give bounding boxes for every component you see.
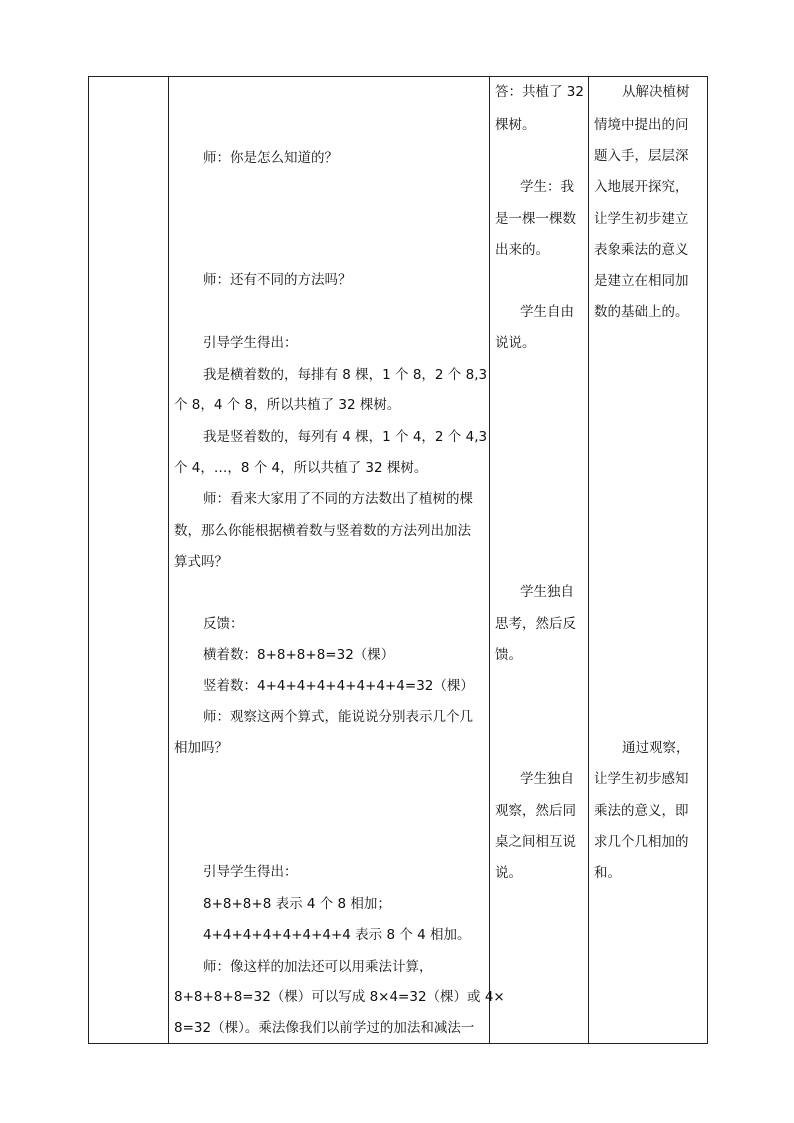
intent-line: 求几个几相加的 <box>594 834 689 850</box>
student-line: 桌之间相互说 <box>495 834 576 850</box>
table-row <box>89 77 708 1044</box>
student-line: 思考，然后反 <box>495 616 576 632</box>
teacher-line: 师：你是怎么知道的？ <box>203 150 338 166</box>
intent-line: 入地展开探究， <box>594 179 689 195</box>
intent-line: 题入手，层层深 <box>594 148 689 164</box>
student-line: 是一棵一棵数 <box>495 211 576 227</box>
teacher-line: 4+4+4+4+4+4+4+4 表示 8 个 4 相加。 <box>203 927 471 943</box>
stage-column-cell <box>89 77 169 1044</box>
student-line: 说说。 <box>495 335 536 351</box>
intent-line: 乘法的意义，即 <box>594 803 689 819</box>
teacher-line: 竖着数：4+4+4+4+4+4+4+4=32（棵） <box>203 678 474 694</box>
student-line: 说。 <box>495 865 522 881</box>
student-line: 学生：我 <box>520 179 574 195</box>
teacher-activity-cell <box>169 77 505 1044</box>
teacher-line: 横着数：8+8+8+8=32（棵） <box>203 647 395 663</box>
teacher-line: 我是竖着数的，每列有 4 棵，1 个 4，2 个 4,3 <box>203 429 488 445</box>
teacher-line: 师：还有不同的方法吗？ <box>203 272 352 288</box>
intent-line: 情境中提出的问 <box>594 117 689 133</box>
design-intent-cell <box>589 77 708 1044</box>
intent-line: 从解决植树 <box>622 84 690 100</box>
teacher-line: 个 4，…，8 个 4，所以共植了 32 棵树。 <box>174 460 428 476</box>
teacher-line: 算式吗？ <box>174 554 228 570</box>
student-line: 学生自由 <box>520 304 574 320</box>
student-activity-cell <box>490 77 589 1044</box>
teacher-line: 我是横着数的，每排有 8 棵，1 个 8，2 个 8,3 <box>203 367 488 383</box>
teacher-line: 个 8，4 个 8，所以共植了 32 棵树。 <box>174 397 401 413</box>
intent-line: 是建立在相同加 <box>594 273 689 289</box>
teacher-line: 8+8+8+8=32（棵）可以写成 8×4=32（棵）或 4× <box>174 989 505 1005</box>
teacher-line: 相加吗？ <box>174 740 228 756</box>
teacher-line: 师：像这样的加法还可以用乘法计算， <box>203 959 433 975</box>
intent-line: 和。 <box>594 865 621 881</box>
student-line: 馈。 <box>495 647 522 663</box>
intent-line: 让学生初步感知 <box>594 771 689 787</box>
teacher-line: 数，那么你能根据横着数与竖着数的方法列出加法 <box>174 523 471 539</box>
student-line: 出来的。 <box>495 242 549 258</box>
teacher-line: 师：观察这两个算式，能说说分别表示几个几 <box>203 709 473 725</box>
teacher-line: 引导学生得出： <box>203 864 298 880</box>
student-line: 学生独自 <box>520 771 574 787</box>
intent-line: 通过观察， <box>622 740 690 756</box>
student-line: 学生独自 <box>520 584 574 600</box>
teacher-line: 反馈： <box>203 616 244 632</box>
student-line: 答：共植了 32 <box>495 84 584 100</box>
intent-line: 让学生初步建立 <box>594 211 689 227</box>
student-line: 棵树。 <box>495 117 536 133</box>
teacher-line: 8=32（棵）。乘法像我们以前学过的加法和减法一 <box>174 1020 475 1036</box>
teacher-line: 师：看来大家用了不同的方法数出了植树的棵 <box>203 491 473 507</box>
lesson-plan-table <box>88 76 708 1044</box>
intent-line: 数的基础上的。 <box>594 304 689 320</box>
teacher-line: 引导学生得出： <box>203 335 298 351</box>
intent-line: 表象乘法的意义 <box>594 242 689 258</box>
teacher-line: 8+8+8+8 表示 4 个 8 相加； <box>203 896 391 912</box>
student-line: 观察，然后同 <box>495 803 576 819</box>
